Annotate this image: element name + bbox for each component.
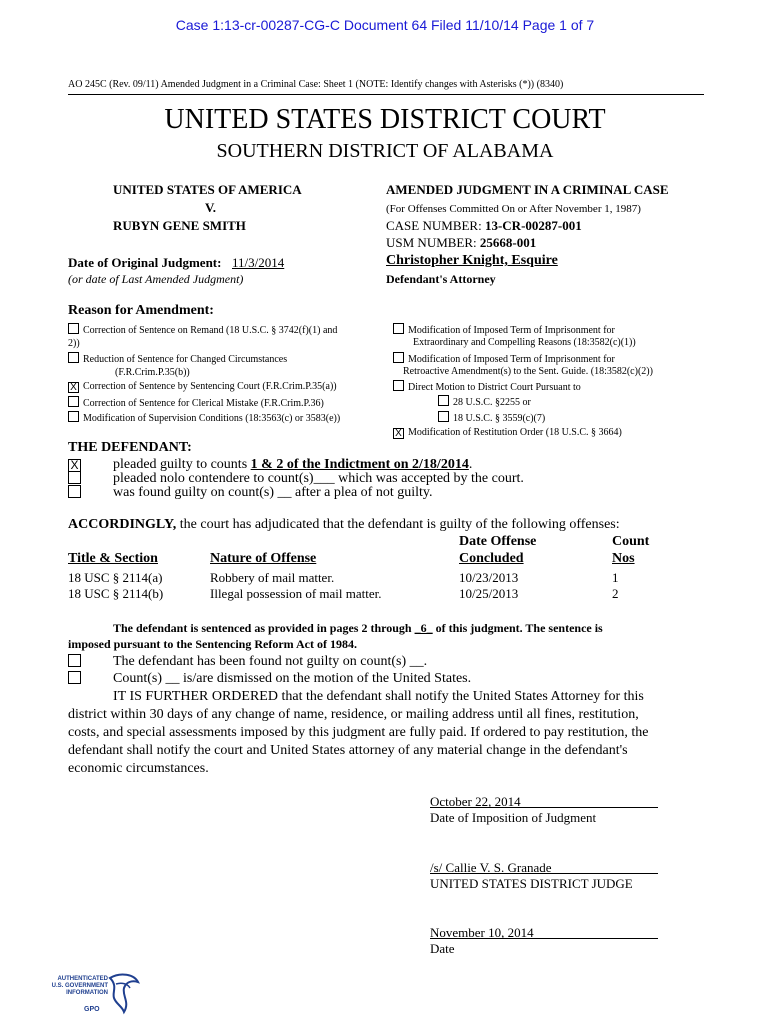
checkbox[interactable]: [68, 323, 79, 334]
signature-line: [430, 807, 658, 808]
dismissed-row: Count(s) __ is/are dismissed on the motion of the United States.: [68, 671, 85, 688]
versus: V.: [205, 200, 216, 215]
signature-line: [430, 873, 658, 874]
reason-left-3: X Correction of Sentence by Sentencing Court (F.R.Crim.P.35(a)): [68, 381, 337, 393]
plaintiff: UNITED STATES OF AMERICA: [113, 182, 302, 197]
reason-right-2-cont: Retroactive Amendment(s) to the Sent. Guide. (18:3582(c)(2)): [403, 366, 653, 377]
checkbox[interactable]: [68, 471, 81, 484]
further-ordered-4: defendant shall notify the court and United States attorney of any material change in the defendant's: [68, 743, 628, 758]
header-nos: Nos: [612, 551, 635, 566]
reason-left-1: Correction of Sentence on Remand (18 U.S.C. § 3742(f)(1) and: [68, 323, 337, 336]
judgment-title: AMENDED JUDGMENT IN A CRIMINAL CASE: [386, 182, 669, 197]
form-header: AO 245C (Rev. 09/11) Amended Judgment in a Criminal Case: Sheet 1 (NOTE: Identify changes with Asterisks (*)) (8340): [68, 79, 564, 90]
accordingly-line: ACCORDINGLY, the court has adjudicated that the defendant is guilty of the following offenses:: [68, 517, 620, 532]
checkbox[interactable]: [393, 380, 404, 391]
offense-row-2-title: 18 USC § 2114(b): [68, 586, 164, 601]
checkbox-checked[interactable]: X: [68, 382, 79, 393]
header-concluded: Concluded: [459, 551, 524, 566]
offense-row-1-nature: Robbery of mail matter.: [210, 570, 335, 585]
signature-line: [430, 938, 658, 939]
header-date-offense: Date Offense: [459, 534, 537, 549]
defendant-section-title: THE DEFENDANT:: [68, 440, 192, 455]
attorney-label: Defendant's Attorney: [386, 272, 496, 286]
judge-signature: /s/ Callie V. S. Granade: [430, 860, 552, 875]
checkbox[interactable]: [393, 323, 404, 334]
reason-left-1-cont: 2)): [68, 338, 80, 349]
court-title: UNITED STATES DISTRICT COURT: [164, 104, 606, 135]
imposition-date: October 22, 2014: [430, 794, 521, 809]
offense-row-2-date: 10/25/2013: [459, 586, 519, 601]
checkbox[interactable]: [438, 411, 449, 422]
case-number-row: [386, 218, 582, 234]
usm-number-row: [386, 235, 536, 251]
gpo-logo-text: AUTHENTICATED U.S. GOVERNMENT INFORMATION: [51, 976, 108, 996]
case-number-label: CASE NUMBER:: [386, 218, 482, 233]
checkbox-checked[interactable]: X: [68, 459, 81, 472]
further-ordered-1: IT IS FURTHER ORDERED that the defendant shall notify the United States Attorney for this: [113, 689, 644, 704]
reason-right-6: X Modification of Restitution Order (18 U.S.C. § 3664): [393, 427, 622, 439]
defense-attorney: Christopher Knight, Esquire: [386, 253, 558, 268]
original-judgment-label: Date of Original Judgment:: [68, 255, 222, 270]
header-nature: Nature of Offense: [210, 551, 317, 566]
offense-row-1-date: 10/23/2013: [459, 570, 519, 585]
gpo-authenticated-logo: [40, 972, 140, 1018]
district-title: SOUTHERN DISTRICT OF ALABAMA: [216, 140, 554, 162]
usm-number: 25668-001: [479, 235, 537, 250]
offense-row-1-title: 18 USC § 2114(a): [68, 570, 163, 585]
reason-title: Reason for Amendment:: [68, 303, 214, 318]
reason-right-2: Modification of Imposed Term of Imprisonment for: [393, 352, 615, 365]
plea-nolo-row: pleaded nolo contendere to count(s)___ which was accepted by the court.: [68, 471, 85, 488]
checkbox-checked[interactable]: X: [393, 428, 404, 439]
checkbox[interactable]: [68, 352, 79, 363]
checkbox[interactable]: [393, 352, 404, 363]
offense-row-2-nature: Illegal possession of mail matter.: [210, 586, 382, 601]
reason-left-2-cont: (F.R.Crim.P.35(b)): [115, 367, 190, 378]
checkbox[interactable]: [68, 411, 79, 422]
entry-date-label: Date: [430, 941, 455, 956]
offense-row-2-count: 2: [612, 586, 619, 601]
checkbox[interactable]: [68, 671, 81, 684]
checkbox[interactable]: [68, 654, 81, 667]
sentence-line-2: imposed pursuant to the Sentencing Reform Act of 1984.: [68, 637, 357, 651]
reason-left-4: Correction of Sentence for Clerical Mistake (F.R.Crim.P.36): [68, 396, 324, 409]
original-judgment-note: (or date of Last Amended Judgment): [68, 272, 244, 286]
further-ordered-3: costs, and special assessments imposed by this judgment are fully paid. If ordered to pay restitution, the: [68, 725, 649, 740]
found-guilty-row: was found guilty on count(s) __ after a plea of not guilty.: [68, 485, 85, 502]
plea-guilty-text: pleaded guilty to counts 1 & 2 of the Indictment on 2/18/2014.: [113, 457, 473, 472]
checkbox[interactable]: [68, 485, 81, 498]
not-guilty-row: The defendant has been found not guilty on count(s) __.: [68, 654, 85, 671]
gpo-label: GPO: [84, 1006, 100, 1013]
header-count: Count: [612, 534, 650, 549]
reason-right-1-cont: Extraordinary and Compelling Reasons (18:3582(c)(1)): [413, 337, 636, 348]
case-stamp: Case 1:13-cr-00287-CG-C Document 64 Filed 11/10/14 Page 1 of 7: [175, 17, 595, 33]
original-judgment-date: 11/3/2014: [232, 255, 285, 270]
reason-right-4: 28 U.S.C. §2255 or: [438, 395, 531, 408]
checkbox[interactable]: [68, 396, 79, 407]
further-ordered-2: district within 30 days of any change of name, residence, or mailing address until all fines, restitution,: [68, 707, 639, 722]
entry-date: November 10, 2014: [430, 925, 534, 940]
header-rule: [68, 94, 704, 95]
offense-note: (For Offenses Committed On or After November 1, 1987): [386, 203, 641, 215]
reason-left-2: Reduction of Sentence for Changed Circumstances: [68, 352, 287, 365]
case-number: 13-CR-00287-001: [484, 218, 582, 233]
checkbox[interactable]: [438, 395, 449, 406]
usm-number-label: USM NUMBER:: [386, 235, 477, 250]
header-title-section: Title & Section: [68, 551, 158, 566]
reason-right-5: 18 U.S.C. § 3559(c)(7): [438, 411, 545, 424]
imposition-date-label: Date of Imposition of Judgment: [430, 810, 597, 825]
reason-right-3: Direct Motion to District Court Pursuant to: [393, 380, 581, 393]
sentence-line: The defendant is sentenced as provided in pages 2 through _6_ of this judgment. The sentence is: [113, 621, 603, 635]
reason-left-5: Modification of Supervision Conditions (18:3563(c) or 3583(e)): [68, 411, 340, 424]
defendant-name: RUBYN GENE SMITH: [113, 218, 246, 233]
further-ordered-5: economic circumstances.: [68, 761, 209, 776]
judge-title: UNITED STATES DISTRICT JUDGE: [430, 876, 633, 891]
reason-right-1: Modification of Imposed Term of Imprisonment for: [393, 323, 615, 336]
eagle-icon: [102, 972, 142, 1018]
offense-row-1-count: 1: [612, 570, 619, 585]
